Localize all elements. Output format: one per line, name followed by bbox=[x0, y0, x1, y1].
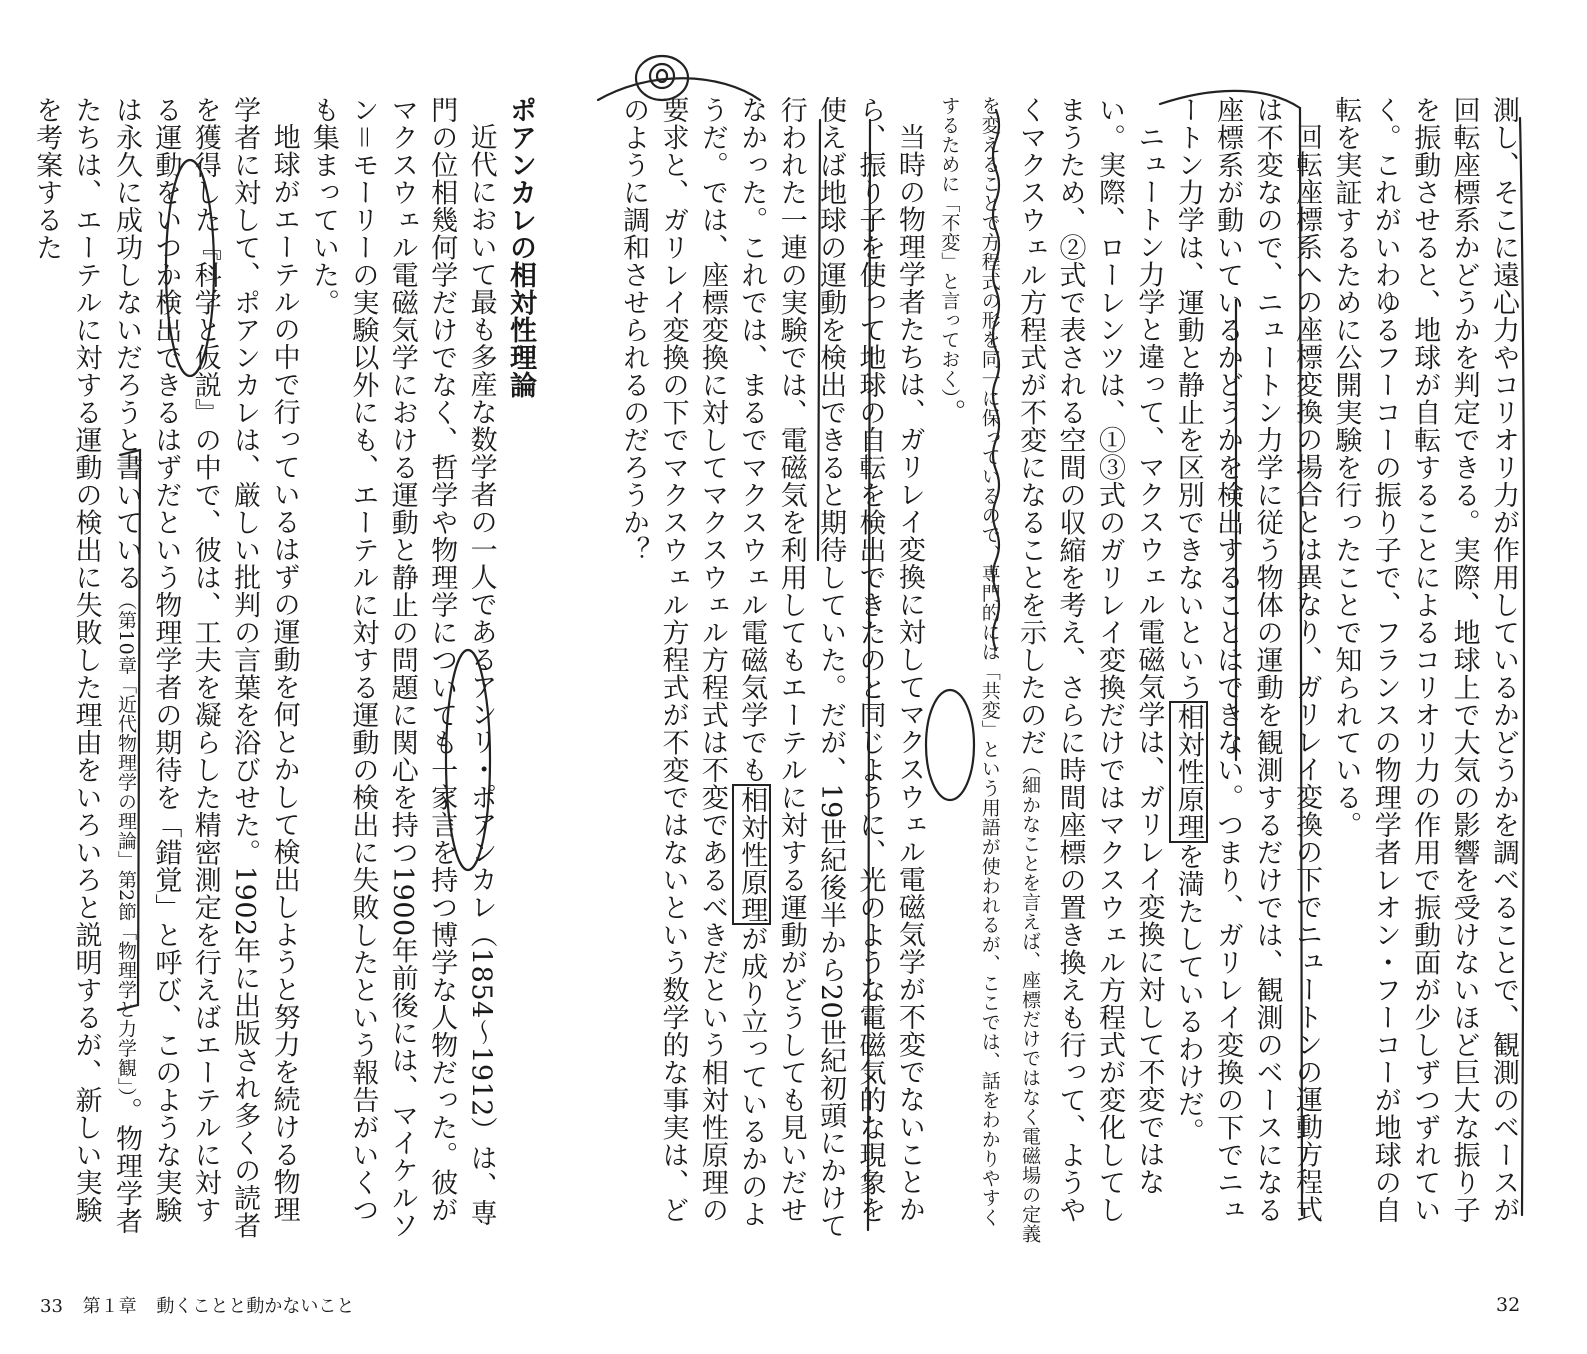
body-paragraph bbox=[27, 96, 304, 1246]
text-run: 回転座標系への座標変換の場合とは異なり、ガリレイ変換の下でニュートンの運動方程式は不変なので、ニュートン力学に従う物体の運動を観測するだけでは、観測のベースになる座標系が動いているかどうかを検出することはできない。つまり、ガリレイ変換の下でニュートン力学は、運動と静止を区別できないという bbox=[1172, 96, 1322, 1224]
text-run: 。 bbox=[934, 398, 966, 426]
doodle-icon bbox=[636, 56, 688, 100]
text-run: 測し、そこに遠心力やコリオリ力が作用しているかどうかを調べることで、観測のベースが回転座標系かどうかを判定できる。実際、地球上で大気の影響を受けないほど巨大な振り子を振動させると、地球が自転することによるコリオリ力の作用で振動面が少しずつずれていく。これがいわゆるフーコーの振り子で、フランスの物理学者レオン・フーコーが地球の自転を実証するために公開実験を行ったことで知られている。 bbox=[1330, 96, 1519, 1224]
left-page-number: 33 bbox=[40, 1296, 63, 1317]
left-page-body bbox=[31, 96, 540, 1246]
boxed-term: 相対性原理 bbox=[732, 784, 771, 926]
text-run: が成り立っているかのようだ。では、座標変換に対してマクスウェル方程式は不変であるべきだという相対性原理の要求と、ガリレイ変換の下でマクスウェル方程式が不変ではないという数学的な事実は、どのように調和させられるのだろうか？ bbox=[618, 96, 768, 1228]
right-page-number: 32 bbox=[1496, 1294, 1521, 1316]
inline-note: （細かなことを言えば、座標だけではなく電磁場の定義を変えることで方程式の形を同一に保っているので、専門的には「共変」という用語が使われるが、ここでは、話をわかりやすくするために「不変」と言っておく） bbox=[938, 96, 1042, 1244]
text-run: 地球がエーテルの中で行っているはずの運動を何とかして検出しようと努力を続ける物理学者に対して、ポアンカレは、厳しい批判の言葉を浴びせた。1902年に出版され多くの読者を獲得した『科学と仮説』の中で、彼は、工夫を凝らした精密測定を行えばエーテルに対する運動をいつか検出できるはずだという物理学者の期待を「錯覚」と呼び、このような実験は永久に成功しないだろうと書いている bbox=[110, 96, 300, 1240]
text-run: 。物理学者たちは、エーテルに対する運動の検出に失敗した理由をいろいろと説明するが、新しい実験を考案するた bbox=[31, 96, 142, 1235]
text-run: を満たしているわけだ。 bbox=[1172, 842, 1204, 1145]
section-heading: ポアンカレの相対性理論 bbox=[505, 96, 536, 399]
body-paragraph bbox=[304, 96, 501, 1246]
text-run: ニュートン力学と違って、マクスウェル電磁気学は、ガリレイ変換に対して不変ではない。実際、ローレンツは、①③式のガリレイ変換だけではマクスウェル方程式が変化してしまうため、②式で表される空間の収縮を考え、さらに時間座標の置き換えも行って、ようやくマクスウェル方程式が不変になることを示したのだ bbox=[1015, 96, 1165, 1224]
text-run: 近代において最も多産な数学者の一人であるアンリ・ポアンカレ（1854～1912）は、専門の位相幾何学だけでなく、哲学や物理学についても一家言を持つ博学な人物だった。彼がマクスウェル電磁気学における運動と静止の問題に関心を持つ1900年前後には、マイケルソン＝モーリーの実験以外にも、エーテルに対する運動の検出に失敗したという報告がいくつも集まっていた。 bbox=[307, 96, 497, 1240]
chapter-number: 第１章 bbox=[82, 1296, 137, 1317]
inline-note: （第10章「近代物理学の理論」第2節「物理学と力学観」） bbox=[114, 591, 137, 1098]
left-page-footer bbox=[40, 1292, 368, 1318]
boxed-term: 相対性原理 bbox=[1169, 701, 1208, 843]
text-run: 当時の物理学者たちは、ガリレイ変換に対してマクスウェル電磁気学が不変でないことから、振り子を使って地球の自転を検出できたのと同じように、光のような電磁気的な現象を使えば地球の運動を検出できると期待していた。だが、19世紀後半から20世紀初頭にかけて行われた一連の実験では、電磁気を利用してもエーテルに対する運動がどうしても見いだせなかった。これでは、まるでマクスウェル電磁気学でも bbox=[736, 96, 925, 1240]
chapter-title: 動くことと動かないこと bbox=[156, 1296, 355, 1317]
right-page-body bbox=[598, 96, 1523, 1246]
body-paragraph bbox=[929, 96, 1168, 1246]
body-paragraph bbox=[1168, 96, 1326, 1246]
body-paragraph bbox=[1326, 96, 1523, 1246]
body-paragraph bbox=[614, 96, 929, 1246]
